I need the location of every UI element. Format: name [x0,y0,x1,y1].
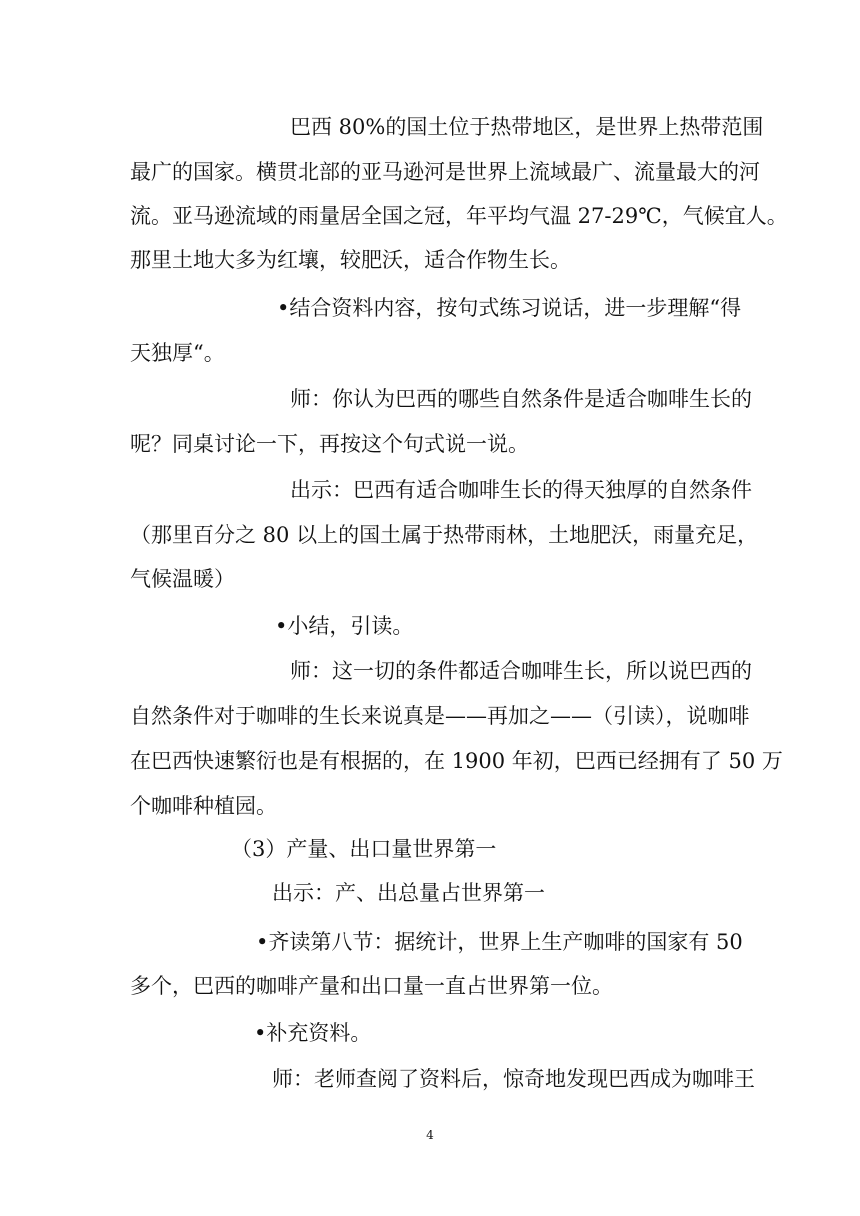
bullet-line: •补充资料。 [254,1021,372,1045]
paragraph-line: 最广的国家。横贯北部的亚马逊河是世界上流域最广、流量最大的河 [130,160,760,184]
bullet-line: •结合资料内容，按句式练习说话，进一步理解“得 [277,296,742,320]
paragraph-line: 出示：巴西有适合咖啡生长的得天独厚的自然条件 [290,478,752,502]
section-heading: （3）产量、出口量世界第一 [231,837,497,861]
paragraph-line: 师：老师查阅了资料后，惊奇地发现巴西成为咖啡王 [272,1067,755,1091]
paragraph-line: 巴西 80%的国土位于热带地区，是世界上热带范围 [290,115,764,139]
paragraph-line: 呢？同桌讨论一下，再按这个句式说一说。 [130,432,529,456]
paragraph-line: 多个，巴西的咖啡产量和出口量一直占世界第一位。 [130,974,613,998]
paragraph-line: 天独厚“。 [130,341,225,365]
paragraph-line: 师：你认为巴西的哪些自然条件是适合咖啡生长的 [290,387,752,411]
paragraph-line: 师：这一切的条件都适合咖啡生长，所以说巴西的 [290,659,752,683]
paragraph-line: 流。亚马逊流域的雨量居全国之冠，年平均气温 27-29℃，气候宜人。 [130,204,788,228]
paragraph-line: 那里土地大多为红壤，较肥沃，适合作物生长。 [130,248,571,272]
paragraph-line: 出示：产、出总量占世界第一 [272,881,545,905]
paragraph-line: 气候温暖） [130,567,235,591]
page-number: 4 [426,1128,434,1142]
paragraph-line: 个咖啡种植园。 [130,794,277,818]
paragraph-line: （那里百分之 80 以上的国土属于热带雨林，土地肥沃，雨量充足， [130,523,759,547]
paragraph-line: 在巴西快速繁衍也是有根据的，在 1900 年初，巴西已经拥有了 50 万 [130,749,783,773]
bullet-line: •小结，引读。 [275,614,414,638]
paragraph-line: 自然条件对于咖啡的生长来说真是——再加之——（引读），说咖啡 [130,704,750,728]
bullet-line: •齐读第八节：据统计，世界上生产咖啡的国家有 50 [256,930,743,954]
